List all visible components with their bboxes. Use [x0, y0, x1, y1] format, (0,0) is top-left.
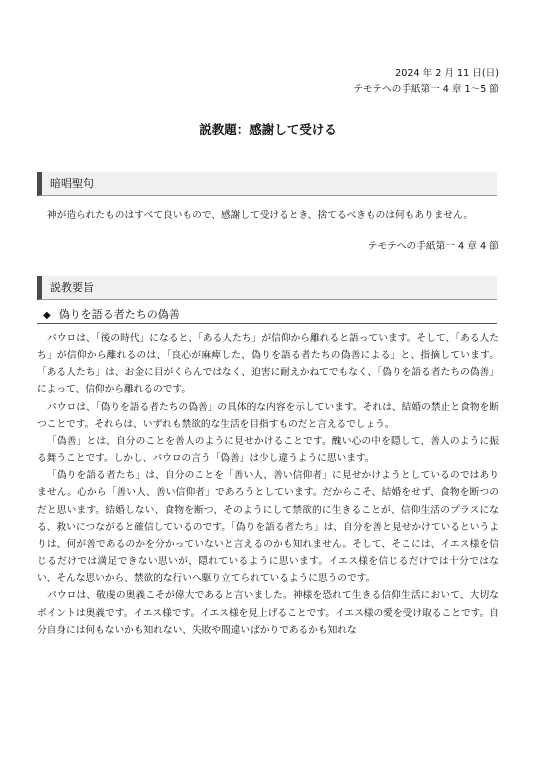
summary-paragraph: パウロは、「後の時代」になると、「ある人たち」が信仰から離れると語っています。そして、「ある人たち」が信仰から離れるのは、「良心が麻痺した、偽りを語る者たちの偽善による」と、指摘しています。「ある人たち」は、お金に目がくらんではなく、迫害に耐えかねてでもなく、「偽りを語る者たちの偽善」によって、信仰から離れるのです。 — [37, 333, 499, 396]
summary-subheading-text: 偽りを語る者たちの偽善 — [58, 308, 180, 321]
memory-verse-text: 神が造られたものはすべて良いもので、感謝して受けるとき、捨てるべきものは何もありません。 — [47, 210, 474, 221]
summary-paragraph: パウロは、敬虔の奥義こそが偉大であると言いました。神様を恐れて生きる信仰生活において、大切なポイントは奥義です。イエス様です。イエス様を見上げることです。イエス様の愛を受け取ることです。自分自身には何もないかも知れない、失敗や間違いばかりであるかも知れな — [37, 590, 499, 636]
scripture-passage: テモテへの手紙第一 4 章 1～5 節 — [353, 84, 499, 95]
diamond-bullet-icon: ◆ — [43, 310, 51, 321]
summary-subheading — [37, 306, 497, 324]
memory-verse-reference: テモテへの手紙第一 4 章 4 節 — [367, 241, 499, 252]
summary-paragraph: パウロは、「偽りを語る者たちの偽善」の具体的な内容を示しています。それは、結婚の禁止と食物を断つことです。それらは、いずれも禁欲的な生活を目指すものだと言えるでしょう。 — [37, 401, 499, 430]
summary-paragraph: 「偽りを語る者たち」は、自分のことを「善い人、善い信仰者」に見せかけようとしているのではありません。心から「善い人、善い信仰者」であろうとしています。だからこそ、結婚をせず、食物を断つのだと思います。結婚しない、食物を断つ、そのようにして禁欲的に生きることが、信仰生活のプラスになる、救いにつながると確信しているのです。「偽りを語る者たち」は、自分を善と見せかけているというよりは、何が善であるのかを分かっていないと言えるのかも知れません。そして、そこには、イエス様を信じるだけでは満足できない思いが、隠れているように思います。イエス様を信じるだけでは十分ではない、そんな思いから、禁欲的な行いへ駆り立てられているように思うのです。 — [37, 470, 499, 585]
sermon-title: 説教題：感謝して受ける — [199, 122, 337, 137]
summary-body — [37, 330, 499, 639]
memory-verse-heading: 暗唱聖句 — [37, 172, 497, 196]
summary-heading: 説教要旨 — [37, 276, 497, 300]
summary-paragraph: 「偽善」とは、自分のことを善人のように見せかけることです。醜い心の中を隠して、善人のように振る舞うことです。しかし、パウロの言う「偽善」は少し違うように思います。 — [37, 435, 499, 465]
sermon-date: 2024 年 2 月 11 日(日) — [395, 68, 499, 79]
document-header — [353, 66, 499, 98]
